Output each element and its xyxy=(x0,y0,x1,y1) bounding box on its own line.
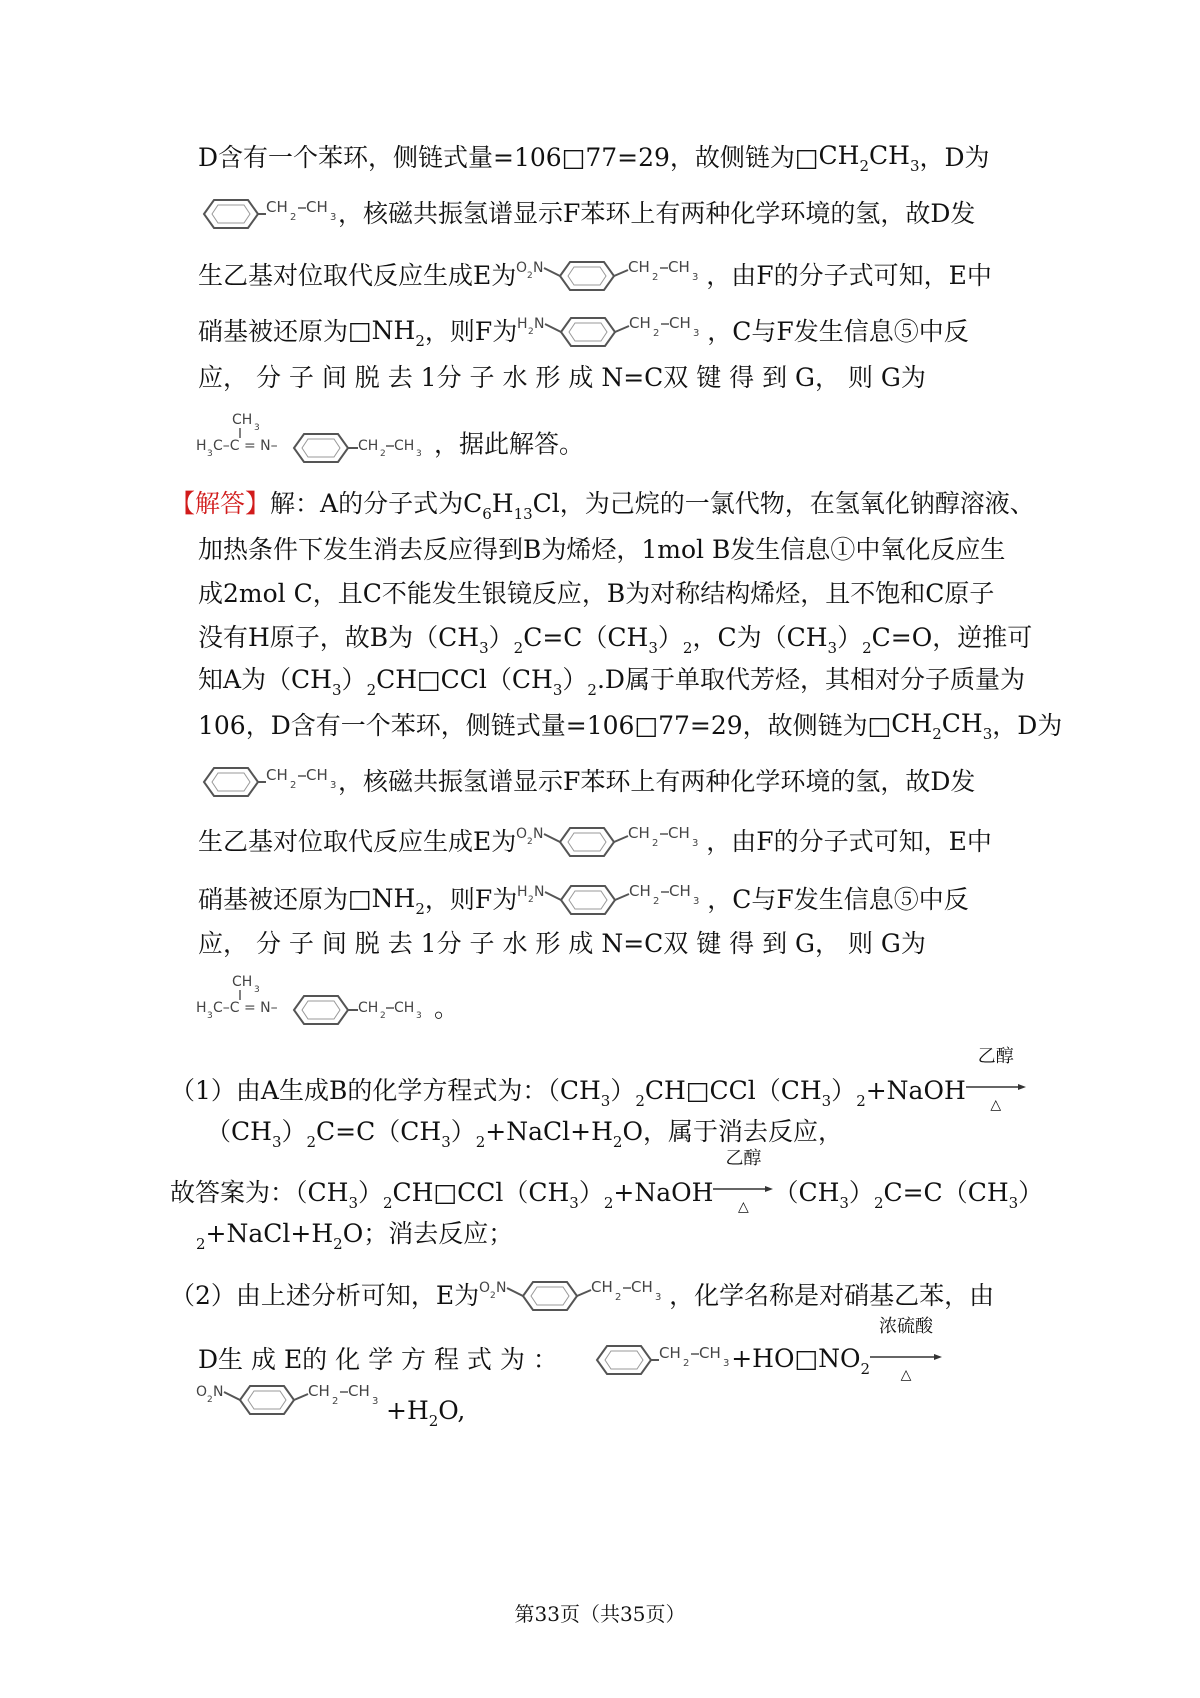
text: ，由F的分子式可知，E中 xyxy=(706,261,992,290)
svg-text:CH: CH xyxy=(266,766,288,784)
svg-text:CH: CH xyxy=(306,766,328,784)
para-line xyxy=(206,1116,843,1151)
para-line xyxy=(198,928,942,960)
text: 77=29，故侧链为 xyxy=(658,710,868,740)
aminoethylbenzene-structure xyxy=(517,880,707,920)
text: 知A为$(CH_3)_2CH□CCl(CH_3)_2.D$属于单取代芳烃，其相对分子质量为 xyxy=(198,665,1025,699)
svg-text:O: O xyxy=(196,1384,208,1400)
para-line xyxy=(198,256,992,296)
svg-text:3: 3 xyxy=(254,985,260,995)
text: $+HO□NO_2$ xyxy=(731,1343,870,1378)
text: ，由F的分子式可知，E中 xyxy=(706,827,992,856)
para-line xyxy=(198,578,995,610)
text: 应， 分 子 间 脱 去 1分 子 水 形 成 N=C双 键 得 到 G， 则 G为 xyxy=(198,363,926,392)
text: $□NH_2$ xyxy=(348,315,425,350)
svg-text:N: N xyxy=(533,260,544,276)
text: ，D为 xyxy=(992,710,1063,740)
text: ，C与F发生信息⑤中反 xyxy=(707,885,969,914)
svg-text:CH: CH xyxy=(394,1000,415,1016)
para-line xyxy=(198,362,942,394)
text: 没有H原子，故B为$(CH_3)_2C=C(CH_3)_2$，C为$(CH_3)_2C=O$，逆推可 xyxy=(198,623,1033,657)
nitroethylbenzene-structure xyxy=(196,1380,386,1420)
svg-text:CH: CH xyxy=(394,438,415,454)
svg-text:3: 3 xyxy=(692,272,699,283)
para-line xyxy=(198,534,1006,566)
svg-text:2: 2 xyxy=(527,837,533,847)
svg-text:N: N xyxy=(213,1384,224,1400)
svg-text:CH: CH xyxy=(306,198,328,216)
text: 应， 分 子 间 脱 去 1分 子 水 形 成 N=C双 键 得 到 G， 则 G为 xyxy=(198,929,926,958)
svg-text:CH: CH xyxy=(668,824,691,842)
svg-text:H: H xyxy=(517,884,528,900)
svg-text:2: 2 xyxy=(380,449,386,459)
svg-text:2: 2 xyxy=(207,1395,213,1405)
svg-text:2: 2 xyxy=(653,896,660,907)
text: 77=29，故侧链为 xyxy=(585,142,795,172)
svg-text:3: 3 xyxy=(372,1396,379,1407)
para-line xyxy=(198,622,1033,657)
text: ，据此解答。 xyxy=(434,429,585,459)
para-line xyxy=(198,196,976,232)
text: D含有一个苯环，侧链式量=106 xyxy=(198,142,562,172)
svg-text:CH: CH xyxy=(358,1000,379,1016)
svg-text:N: N xyxy=(496,1280,507,1296)
svg-text:2: 2 xyxy=(290,212,297,223)
para-line xyxy=(196,410,584,466)
text: □ xyxy=(634,710,659,740)
svg-text:2: 2 xyxy=(290,780,297,791)
svg-text:O: O xyxy=(516,260,528,276)
svg-text:CH: CH xyxy=(628,824,651,842)
svg-text:CH: CH xyxy=(308,1382,330,1400)
text: D生 成 E的 化 学 方 程 式 为 ： xyxy=(198,1345,558,1374)
para-line xyxy=(198,140,990,175)
svg-text:3: 3 xyxy=(416,449,422,459)
svg-text:3: 3 xyxy=(655,1292,662,1303)
text: 106，D含有一个苯环，侧链式量=106 xyxy=(198,710,635,740)
svg-text:N: N xyxy=(533,826,544,842)
text: ，则F为 xyxy=(424,885,518,914)
para-line xyxy=(196,1218,513,1253)
svg-text:H: H xyxy=(196,438,207,454)
text: $+H_2O$, xyxy=(386,1395,466,1430)
answer-tag: 【解答】 xyxy=(170,489,271,518)
svg-text:C–C = N–: C–C = N– xyxy=(213,1000,278,1016)
text: $□NH_2$ xyxy=(348,883,425,918)
svg-text:H: H xyxy=(196,1000,207,1016)
reaction-arrow: 乙醇 △ xyxy=(713,1150,773,1214)
para-line xyxy=(196,1380,465,1430)
text: （1）由A生成B的化学方程式为：$(CH_3)_2CH□CCl(CH_3)_2+NaOH$ xyxy=(170,1075,966,1110)
svg-text:3: 3 xyxy=(330,212,337,223)
svg-text:O: O xyxy=(479,1280,491,1296)
text: ，D为 xyxy=(919,142,990,172)
svg-text:O: O xyxy=(516,826,528,842)
svg-text:2: 2 xyxy=(652,272,659,283)
svg-text:3: 3 xyxy=(207,1011,213,1021)
svg-text:3: 3 xyxy=(723,1358,730,1369)
text: 硝基被还原为 xyxy=(198,317,349,346)
text: 生乙基对位取代反应生成E为 xyxy=(198,261,517,290)
text: $_2+NaCl+H_2O$；消去反应； xyxy=(196,1219,514,1253)
para-line xyxy=(170,1046,1014,1124)
svg-text:3: 3 xyxy=(416,1011,422,1021)
reaction-arrow: 浓硫酸 △ xyxy=(870,1318,942,1382)
svg-text:2: 2 xyxy=(652,838,659,849)
text: $(CH_3)_2C=C(CH_3)_2+NaCl+H_2O$，属于消去反应， xyxy=(206,1117,843,1151)
svg-text:CH: CH xyxy=(629,882,651,900)
ethylbenzene-structure xyxy=(591,1342,731,1378)
svg-text:2: 2 xyxy=(380,1011,386,1021)
text: 加热条件下发生消去反应得到B为烯烃，1mol B发生信息①中氧化反应生 xyxy=(198,535,1006,564)
text: □ xyxy=(794,142,819,172)
svg-text:3: 3 xyxy=(692,838,699,849)
text: ，则F为 xyxy=(424,317,518,346)
para-line xyxy=(170,1276,995,1316)
svg-text:CH: CH xyxy=(358,438,379,454)
ethylbenzene-structure xyxy=(198,764,338,800)
svg-text:H: H xyxy=(517,316,528,332)
imine-structure xyxy=(196,410,434,466)
para-line xyxy=(170,1148,1044,1226)
svg-text:3: 3 xyxy=(693,328,700,339)
text: 成2mol C，且C不能发生银镜反应，B为对称结构烯烃，且不饱和C原子 xyxy=(198,579,995,608)
para-line xyxy=(170,488,1035,523)
svg-text:2: 2 xyxy=(528,895,534,905)
svg-text:2: 2 xyxy=(527,271,533,281)
page-footer: 第33页（共35页） xyxy=(514,1602,686,1626)
svg-text:CH: CH xyxy=(591,1278,613,1296)
text: 硝基被还原为 xyxy=(198,885,349,914)
nitroethylbenzene-structure xyxy=(516,256,706,296)
svg-text:CH: CH xyxy=(631,1278,653,1296)
svg-text:CH: CH xyxy=(628,258,651,276)
para-line xyxy=(198,708,1063,743)
svg-text:CH: CH xyxy=(266,198,288,216)
svg-text:CH: CH xyxy=(669,314,691,332)
ethylbenzene-structure xyxy=(198,196,338,232)
svg-text:2: 2 xyxy=(683,1358,690,1369)
text: ，C与F发生信息⑤中反 xyxy=(707,317,969,346)
para-line xyxy=(198,664,1025,699)
svg-text:CH: CH xyxy=(232,974,253,990)
svg-text:CH: CH xyxy=(348,1382,370,1400)
text: 生乙基对位取代反应生成E为 xyxy=(198,827,517,856)
svg-text:C–C = N–: C–C = N– xyxy=(213,438,278,454)
svg-text:2: 2 xyxy=(332,1396,339,1407)
text: □ xyxy=(867,710,892,740)
imine-structure xyxy=(196,972,434,1028)
nitroethylbenzene-structure xyxy=(516,822,706,862)
text: ，核磁共振氢谱显示F苯环上有两种化学环境的氢，故D发 xyxy=(338,767,976,796)
svg-text:3: 3 xyxy=(693,896,700,907)
svg-text:3: 3 xyxy=(330,780,337,791)
text: 故答案为：$(CH_3)_2CH□CCl(CH_3)_2+NaOH$ xyxy=(170,1177,714,1212)
text: $CH_2CH_3$ xyxy=(891,709,993,743)
svg-text:N: N xyxy=(534,884,545,900)
svg-text:2: 2 xyxy=(528,327,534,337)
text: $CH_2CH_3$ xyxy=(818,141,920,175)
svg-text:CH: CH xyxy=(668,258,691,276)
text: 解：A的分子式为$C_6H_{13}Cl$，为己烷的一氯代物，在氢氧化钠醇溶液、 xyxy=(270,489,1035,523)
text: （2）由上述分析可知，E为 xyxy=(170,1281,480,1310)
svg-text:CH: CH xyxy=(232,412,253,428)
para-line xyxy=(198,312,969,352)
svg-text:CH: CH xyxy=(699,1344,721,1362)
text: $(CH_3)_2C=C(CH_3)$ xyxy=(773,1177,1044,1212)
aminoethylbenzene-structure xyxy=(517,312,707,352)
svg-text:2: 2 xyxy=(615,1292,622,1303)
para-line xyxy=(198,880,969,920)
equation xyxy=(591,1316,942,1392)
text: ，核磁共振氢谱显示F苯环上有两种化学环境的氢，故D发 xyxy=(338,199,976,228)
text: □ xyxy=(561,142,586,172)
svg-text:CH: CH xyxy=(659,1344,681,1362)
para-line xyxy=(196,972,459,1028)
reaction-arrow: 乙醇 △ xyxy=(966,1048,1026,1112)
svg-text:N: N xyxy=(534,316,545,332)
svg-text:2: 2 xyxy=(490,1291,496,1301)
svg-text:CH: CH xyxy=(669,882,691,900)
svg-text:3: 3 xyxy=(207,449,213,459)
para-line xyxy=(198,764,976,800)
nitroethylbenzene-structure xyxy=(479,1276,669,1316)
text: 。 xyxy=(434,993,460,1023)
para-line xyxy=(198,822,992,862)
svg-text:3: 3 xyxy=(254,423,260,433)
svg-text:2: 2 xyxy=(653,328,660,339)
svg-text:CH: CH xyxy=(629,314,651,332)
text: ，化学名称是对硝基乙苯，由 xyxy=(669,1281,995,1310)
